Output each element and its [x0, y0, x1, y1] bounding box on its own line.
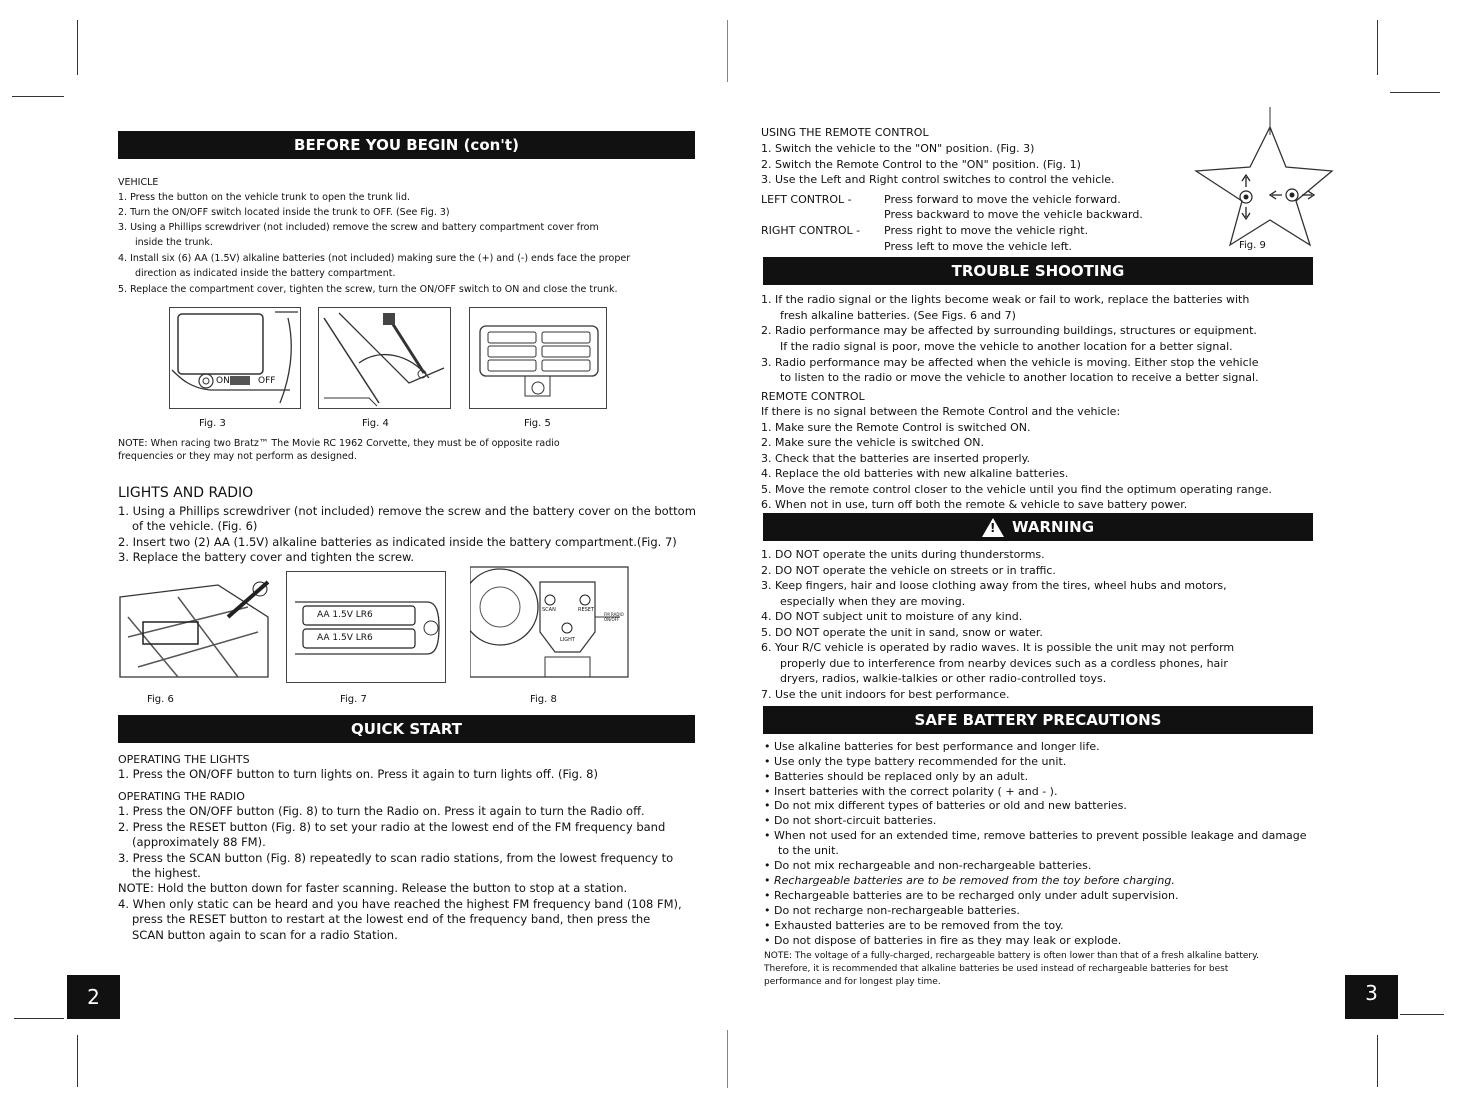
- right-control-text: Press left to move the vehicle left.: [884, 240, 1073, 253]
- crop-mark: [1400, 1014, 1444, 1015]
- fold-mark: [727, 20, 728, 82]
- warning-line: especially when they are moving.: [780, 595, 966, 608]
- warning-icon: !: [982, 518, 1004, 537]
- safe-battery-note: NOTE: The voltage of a fully-charged, rechargeable battery is often lower than that of a fresh alkaline battery.: [764, 951, 1260, 961]
- operating-radio-step: 2. Press the RESET button (Fig. 8) to set your radio at the lowest end of the FM frequency band: [118, 820, 666, 834]
- lights-step: 3. Replace the battery cover and tighten the screw.: [118, 550, 415, 564]
- remote-step: 1. Switch the vehicle to the "ON" position. (Fig. 3): [761, 142, 1035, 155]
- vehicle-step: 2. Turn the ON/OFF switch located inside the trunk to OFF. (See Fig. 3): [118, 207, 450, 218]
- safe-battery-line: to the unit.: [778, 844, 839, 857]
- safe-battery-line: • Rechargeable batteries are to be removed from the toy before charging.: [764, 874, 1175, 887]
- page-number-left: 2: [67, 975, 120, 1019]
- fig-label: Fig. 3: [199, 418, 226, 429]
- trouble-line: 1. If the radio signal or the lights become weak or fail to work, replace the batteries with: [761, 293, 1250, 306]
- fig7-aa-batteries: [286, 571, 446, 683]
- warning-line: 6. Your R/C vehicle is operated by radio waves. It is possible the unit may not perform: [761, 641, 1235, 654]
- lights-step: of the vehicle. (Fig. 6): [132, 519, 258, 533]
- crop-mark: [12, 96, 64, 97]
- fig8-reset-label: RESET: [578, 607, 595, 613]
- safe-battery-header: SAFE BATTERY PRECAUTIONS: [763, 706, 1313, 734]
- quick-start-header: QUICK START: [118, 715, 695, 743]
- operating-lights-step: 1. Press the ON/OFF button to turn lights on. Press it again to turn lights off. (Fig. 8): [118, 767, 598, 781]
- vehicle-step: inside the trunk.: [135, 237, 213, 248]
- operating-radio-step: 1. Press the ON/OFF button (Fig. 8) to turn the Radio on. Press it again to turn the Radio off.: [118, 804, 645, 818]
- trouble-line: to listen to the radio or move the vehicle to another location to receive a better signal.: [780, 371, 1259, 384]
- fig8-scan-label: SCAN: [542, 607, 556, 613]
- remote-control-line: 1. Make sure the Remote Control is switched ON.: [761, 421, 1031, 434]
- fig3-on-label: ON: [216, 376, 230, 386]
- fig9-remote-star: [1190, 105, 1335, 255]
- remote-control-line: 4. Replace the old batteries with new alkaline batteries.: [761, 467, 1069, 480]
- operating-radio-step: (approximately 88 FM).: [132, 835, 266, 849]
- lights-and-radio-title: LIGHTS AND RADIO: [118, 485, 254, 501]
- crop-mark: [1377, 1035, 1378, 1087]
- remote-control-section-title: REMOTE CONTROL: [761, 390, 865, 403]
- operating-radio-step: 4. When only static can be heard and you have reached the highest FM frequency band (108 FM),: [118, 897, 682, 911]
- left-control-text: Press backward to move the vehicle backward.: [884, 208, 1143, 221]
- safe-battery-line: • Do not mix different types of batteries or old and new batteries.: [764, 799, 1127, 812]
- trouble-line: fresh alkaline batteries. (See Figs. 6 and 7): [780, 309, 1016, 322]
- left-control-text: Press forward to move the vehicle forward.: [884, 193, 1121, 206]
- before-you-begin-header: BEFORE YOU BEGIN (con't): [118, 131, 695, 159]
- trouble-line: 3. Radio performance may be affected when the vehicle is moving. Either stop the vehicle: [761, 356, 1259, 369]
- safe-battery-line: • Exhausted batteries are to be removed from the toy.: [764, 919, 1064, 932]
- fig-label: Fig. 6: [147, 694, 174, 705]
- fig4-screwdriver-illustration: [318, 307, 451, 409]
- note-racing: frequencies or they may not perform as designed.: [118, 451, 357, 462]
- operating-lights-title: OPERATING THE LIGHTS: [118, 753, 250, 766]
- right-control-text: Press right to move the vehicle right.: [884, 224, 1089, 237]
- fold-mark: [727, 1030, 728, 1088]
- warning-line: 7. Use the unit indoors for best performance.: [761, 688, 1010, 701]
- warning-line: properly due to interference from nearby devices such as a cordless phones, hair: [780, 657, 1228, 670]
- fig8-control-panel: [470, 562, 630, 682]
- note-racing: NOTE: When racing two Bratz™ The Movie RC 1962 Corvette, they must be of opposite radio: [118, 438, 560, 449]
- crop-mark: [77, 20, 78, 75]
- safe-battery-line: • When not used for an extended time, remove batteries to prevent possible leakage and damage: [764, 829, 1307, 842]
- remote-control-line: If there is no signal between the Remote Control and the vehicle:: [761, 405, 1121, 418]
- safe-battery-line: • Do not dispose of batteries in fire as they may leak or explode.: [764, 934, 1122, 947]
- safe-battery-line: • Use only the type battery recommended for the unit.: [764, 755, 1067, 768]
- remote-control-line: 6. When not in use, turn off both the remote & vehicle to save battery power.: [761, 498, 1188, 511]
- fig-label: Fig. 7: [340, 694, 367, 705]
- operating-radio-step: SCAN button again to scan for a radio Station.: [132, 928, 398, 942]
- safe-battery-line: • Insert batteries with the correct polarity ( + and - ).: [764, 785, 1058, 798]
- fig-label: Fig. 8: [530, 694, 557, 705]
- left-control-label: LEFT CONTROL -: [761, 193, 852, 206]
- safe-battery-note: Therefore, it is recommended that alkaline batteries be used instead of rechargeable batteries for best: [764, 964, 1229, 974]
- trouble-line: If the radio signal is poor, move the vehicle to another location for a better signal.: [780, 340, 1233, 353]
- safe-battery-line: • Do not recharge non-rechargeable batteries.: [764, 904, 1020, 917]
- trouble-shooting-header: TROUBLE SHOOTING: [763, 257, 1313, 285]
- warning-line: 2. DO NOT operate the vehicle on streets or in traffic.: [761, 564, 1056, 577]
- lights-step: 2. Insert two (2) AA (1.5V) alkaline batteries as indicated inside the battery compartment.(Fig. 7): [118, 535, 677, 549]
- operating-radio-step: the highest.: [132, 866, 201, 880]
- remote-step: 2. Switch the Remote Control to the "ON" position. (Fig. 1): [761, 158, 1081, 171]
- trouble-line: 2. Radio performance may be affected by surrounding buildings, structures or equipment.: [761, 324, 1257, 337]
- remote-control-line: 5. Move the remote control closer to the vehicle until you find the optimum operating range.: [761, 483, 1272, 496]
- fig3-switch-illustration: [169, 307, 301, 409]
- operating-radio-step: 3. Press the SCAN button (Fig. 8) repeatedly to scan radio stations, from the lowest frequency to: [118, 851, 674, 865]
- safe-battery-line: • Do not short-circuit batteries.: [764, 814, 937, 827]
- lights-step: 1. Using a Phillips screwdriver (not included) remove the screw and the battery cover on the bottom: [118, 504, 696, 518]
- operating-radio-title: OPERATING THE RADIO: [118, 790, 245, 803]
- vehicle-title: VEHICLE: [118, 177, 159, 188]
- fig-label: Fig. 9: [1239, 240, 1266, 251]
- warning-line: dryers, radios, walkie-talkies or other radio-controlled toys.: [780, 672, 1107, 685]
- fig8-fm-label: FM RADIO ON/OFF: [604, 612, 624, 622]
- fig8-light-label: LIGHT: [560, 637, 575, 643]
- safe-battery-note: performance and for longest play time.: [764, 977, 941, 987]
- operating-radio-note: NOTE: Hold the button down for faster scanning. Release the button to stop at a station.: [118, 881, 628, 895]
- crop-mark: [77, 1035, 78, 1087]
- fig5-battery-compartment: [469, 307, 607, 409]
- warning-line: 5. DO NOT operate the unit in sand, snow or water.: [761, 626, 1043, 639]
- vehicle-step: 5. Replace the compartment cover, tighten the screw, turn the ON/OFF switch to ON and close the trunk.: [118, 284, 618, 295]
- remote-control-line: 3. Check that the batteries are inserted properly.: [761, 452, 1031, 465]
- warning-line: 3. Keep fingers, hair and loose clothing away from the tires, wheel hubs and motors,: [761, 579, 1227, 592]
- remote-control-line: 2. Make sure the vehicle is switched ON.: [761, 436, 984, 449]
- vehicle-step: 1. Press the button on the vehicle trunk to open the trunk lid.: [118, 192, 410, 203]
- fig-label: Fig. 5: [524, 418, 551, 429]
- warning-line: 1. DO NOT operate the units during thunderstorms.: [761, 548, 1045, 561]
- vehicle-step: direction as indicated inside the battery compartment.: [135, 268, 396, 279]
- safe-battery-line: • Do not mix rechargeable and non-rechargeable batteries.: [764, 859, 1092, 872]
- operating-radio-step: press the RESET button to restart at the lowest end of the frequency band, then press the: [132, 912, 651, 926]
- warning-header-label: WARNING: [1011, 518, 1095, 536]
- fig6-vehicle-bottom: [118, 577, 270, 681]
- page-number-right: 3: [1345, 975, 1398, 1019]
- fig-label: Fig. 4: [362, 418, 389, 429]
- safe-battery-line: • Rechargeable batteries are to be recharged only under adult supervision.: [764, 889, 1179, 902]
- safe-battery-line: • Use alkaline batteries for best performance and longer life.: [764, 740, 1100, 753]
- fig7-battery-label: AA 1.5V LR6: [317, 633, 373, 643]
- fig3-off-label: OFF: [258, 376, 276, 386]
- vehicle-step: 4. Install six (6) AA (1.5V) alkaline batteries (not included) making sure the (+) and (-) ends face the proper: [118, 253, 631, 264]
- remote-step: 3. Use the Left and Right control switches to control the vehicle.: [761, 173, 1115, 186]
- right-control-label: RIGHT CONTROL -: [761, 224, 861, 237]
- fig7-battery-label: AA 1.5V LR6: [317, 610, 373, 620]
- crop-mark: [1377, 20, 1378, 75]
- crop-mark: [14, 1018, 64, 1019]
- warning-line: 4. DO NOT subject unit to moisture of any kind.: [761, 610, 1023, 623]
- safe-battery-line: • Batteries should be replaced only by an adult.: [764, 770, 1029, 783]
- vehicle-step: 3. Using a Phillips screwdriver (not included) remove the screw and battery compartment cover from: [118, 222, 599, 233]
- warning-header: [763, 513, 1313, 541]
- crop-mark: [1390, 92, 1440, 93]
- remote-control-title: USING THE REMOTE CONTROL: [761, 126, 929, 139]
